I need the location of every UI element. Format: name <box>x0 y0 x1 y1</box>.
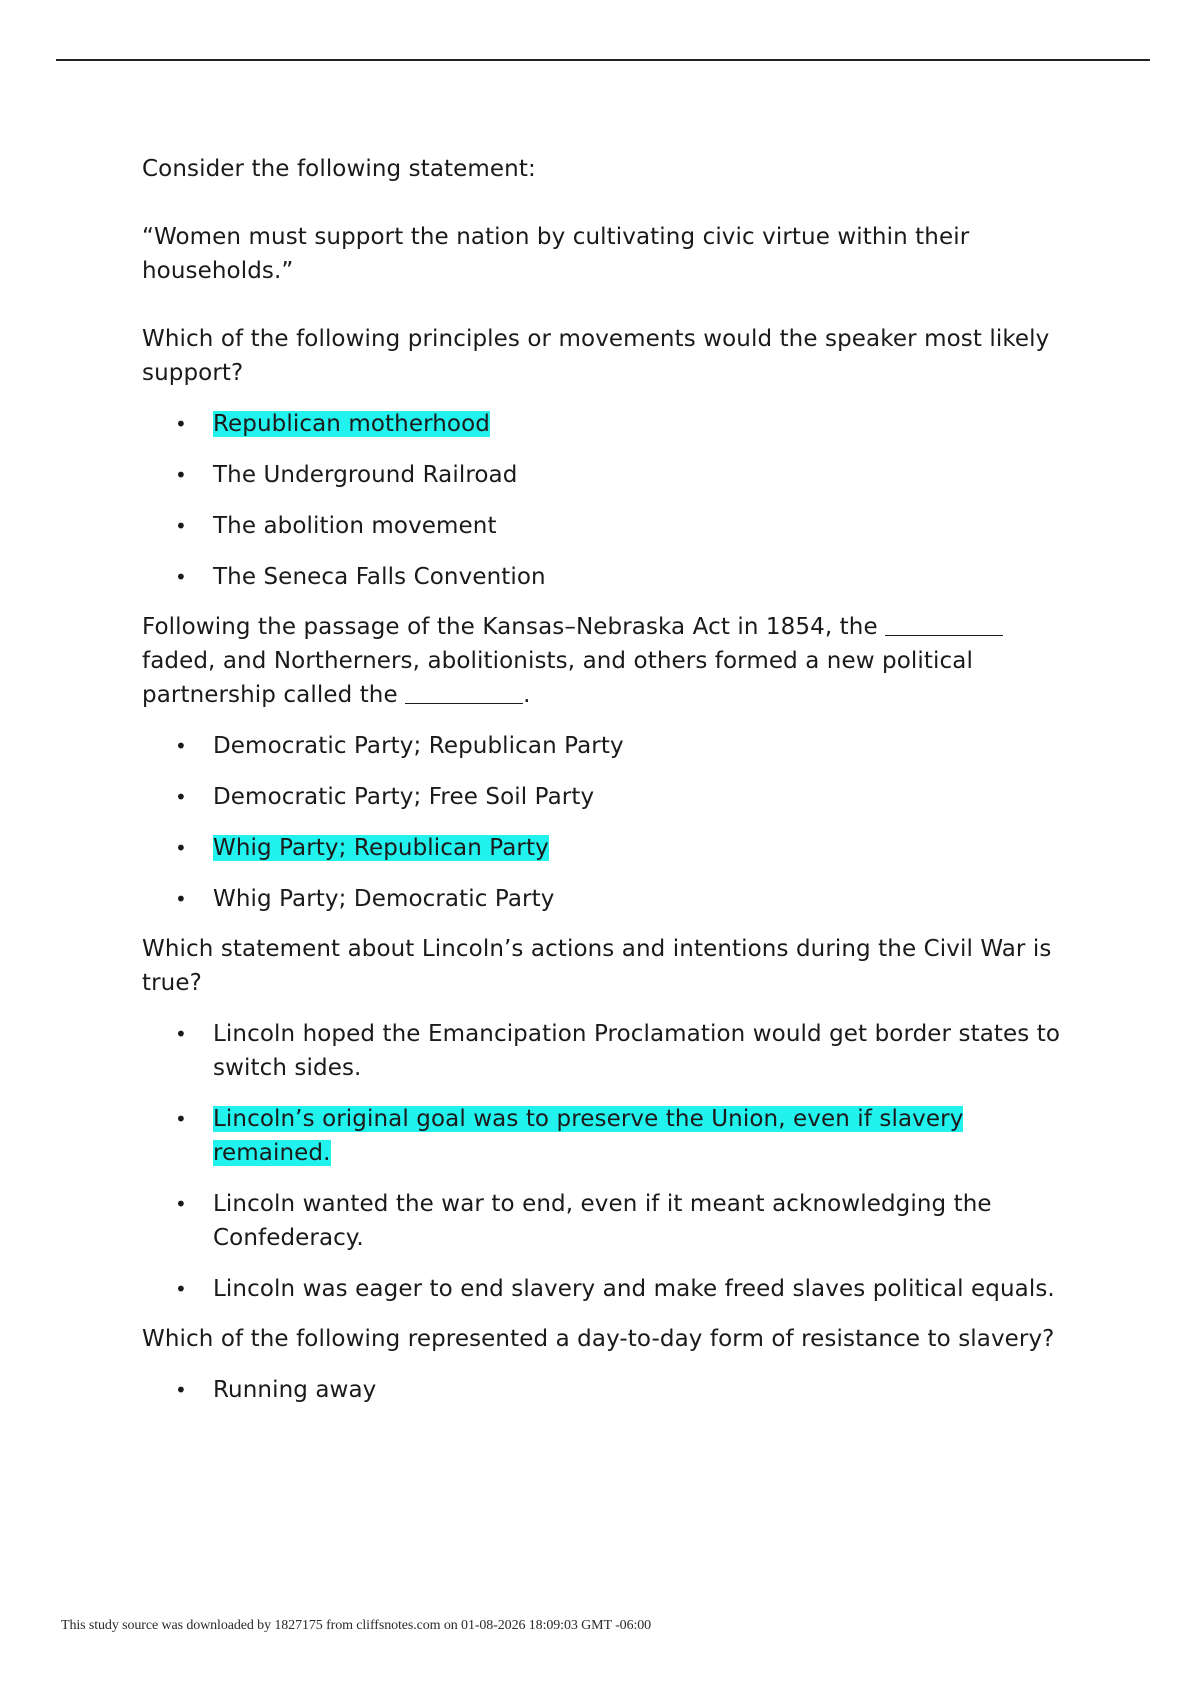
bullet-icon: • <box>175 1277 187 1301</box>
answer-option[interactable] <box>142 1187 1062 1255</box>
highlighted-answer: Whig Party; Republican Party <box>213 835 549 861</box>
answer-option[interactable] <box>142 1102 1062 1170</box>
bullet-icon: • <box>175 514 187 538</box>
question-2-prompt-start: Following the passage of the Kansas–Nebraska Act in 1854, the <box>142 614 878 640</box>
answer-option[interactable] <box>142 1272 1062 1306</box>
bullet-icon: • <box>175 412 187 436</box>
answer-text: The Underground Railroad <box>213 462 518 488</box>
answer-text: Lincoln wanted the war to end, even if it meant acknowledging the Confederacy. <box>213 1191 992 1251</box>
fill-in-blank <box>405 679 523 704</box>
bullet-icon: • <box>175 836 187 860</box>
question-3-options <box>142 1017 1062 1306</box>
question-3-prompt: Which statement about Lincoln’s actions and intentions during the Civil War is true? <box>142 936 1052 996</box>
answer-option[interactable] <box>142 407 1062 441</box>
bullet-icon: • <box>175 1378 187 1402</box>
answer-text: Democratic Party; Republican Party <box>213 733 624 759</box>
answer-option[interactable] <box>142 1017 1062 1085</box>
bullet-icon: • <box>175 1107 187 1131</box>
question-4-prompt: Which of the following represented a day-to-day form of resistance to slavery? <box>142 1326 1055 1352</box>
bullet-icon: • <box>175 565 187 589</box>
download-watermark: This study source was downloaded by 1827175 from cliffsnotes.com on 01-08-2026 18:09:03 GMT -06:00 <box>61 1618 652 1633</box>
answer-text: Running away <box>213 1377 377 1403</box>
bullet-icon: • <box>175 463 187 487</box>
bullet-icon: • <box>175 734 187 758</box>
question-4-options <box>142 1373 1062 1407</box>
answer-option[interactable] <box>142 458 1062 492</box>
question-2-prompt-middle: faded, and Northerners, abolitionists, and others formed a new political partnership called the <box>142 648 973 708</box>
highlighted-answer: Republican motherhood <box>213 411 490 437</box>
answer-text: Whig Party; Democratic Party <box>213 886 555 912</box>
top-rule <box>56 59 1150 61</box>
question-2-prompt <box>142 610 1062 712</box>
answer-text: Lincoln was eager to end slavery and make freed slaves political equals. <box>213 1276 1055 1302</box>
answer-text: The Seneca Falls Convention <box>213 564 546 590</box>
answer-option[interactable] <box>142 729 1062 763</box>
question-1-prompt: Which of the following principles or movements would the speaker most likely support? <box>142 326 1050 386</box>
answer-option[interactable] <box>142 780 1062 814</box>
question-1-options <box>142 407 1062 594</box>
fill-in-blank <box>885 611 1003 636</box>
bullet-icon: • <box>175 785 187 809</box>
answer-option[interactable] <box>142 1373 1062 1407</box>
document-body <box>142 152 1062 1423</box>
bullet-icon: • <box>175 1192 187 1216</box>
answer-option[interactable] <box>142 882 1062 916</box>
question-2-prompt-end: . <box>523 682 531 708</box>
answer-option[interactable] <box>142 560 1062 594</box>
answer-text: Lincoln hoped the Emancipation Proclamation would get border states to switch sides. <box>213 1021 1061 1081</box>
answer-option[interactable] <box>142 509 1062 543</box>
answer-text: Democratic Party; Free Soil Party <box>213 784 595 810</box>
answer-text: The abolition movement <box>213 513 497 539</box>
bullet-icon: • <box>175 887 187 911</box>
highlighted-answer: Lincoln’s original goal was to preserve the Union, even if slavery remained. <box>213 1106 964 1166</box>
intro-text: Consider the following statement: <box>142 156 536 182</box>
bullet-icon: • <box>175 1022 187 1046</box>
question-1-quote: “Women must support the nation by cultivating civic virtue within their households.” <box>142 224 970 284</box>
answer-option[interactable] <box>142 831 1062 865</box>
question-2-options <box>142 729 1062 916</box>
